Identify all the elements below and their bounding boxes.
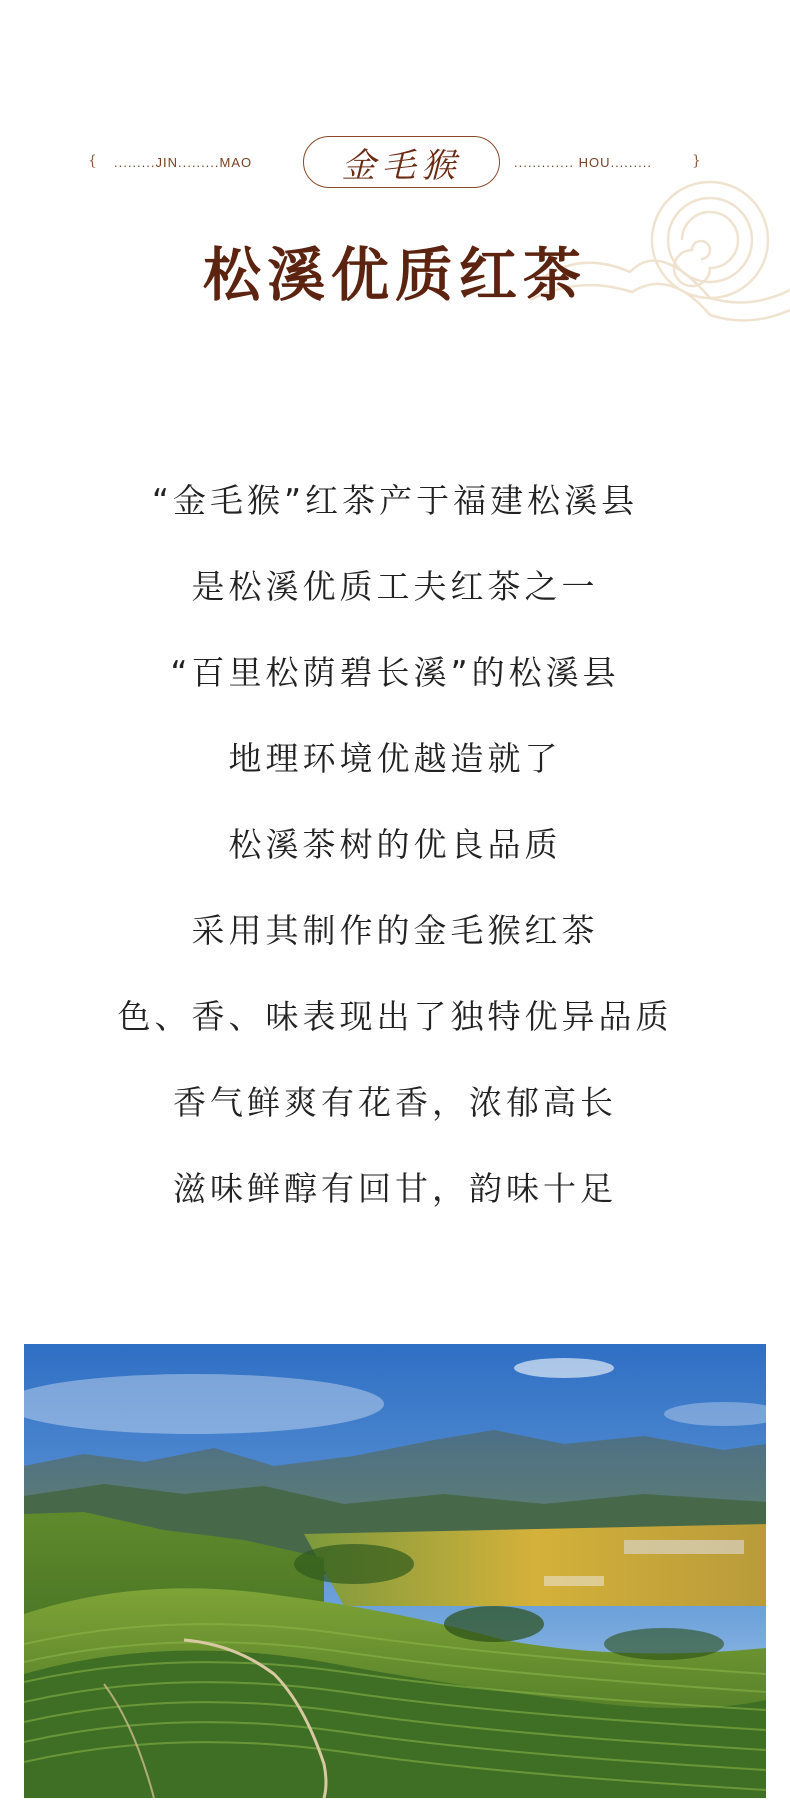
intro-line: 滋味鲜醇有回甘，韵味十足 <box>173 1169 617 1208</box>
intro-line: 色、香、味表现出了独特优异品质 <box>117 997 673 1036</box>
intro-line: “金毛猴”红茶产于福建松溪县 <box>151 481 639 520</box>
right-ornament: ............. HOU......... <box>514 155 652 170</box>
intro-line: 松溪茶树的优良品质 <box>228 825 562 864</box>
intro-line: 香气鲜爽有花香，浓郁高长 <box>173 1083 617 1122</box>
right-brace: } <box>692 153 701 169</box>
intro-text <box>0 472 790 1246</box>
brand-name: 金毛猴 <box>341 145 462 186</box>
header-section <box>0 0 790 360</box>
left-ornament: .........JIN.........MAO <box>114 155 253 170</box>
intro-line: 是松溪优质工夫红茶之一 <box>191 567 599 606</box>
left-brace: { <box>88 153 97 169</box>
intro-line: 采用其制作的金毛猴红茶 <box>191 911 599 950</box>
tea-plantation-photo <box>24 1344 766 1798</box>
page-title: 松溪优质红茶 <box>202 241 587 309</box>
intro-line: “百里松荫碧长溪”的松溪县 <box>170 653 620 692</box>
intro-line: 地理环境优越造就了 <box>228 739 562 778</box>
brand-badge <box>303 136 500 188</box>
